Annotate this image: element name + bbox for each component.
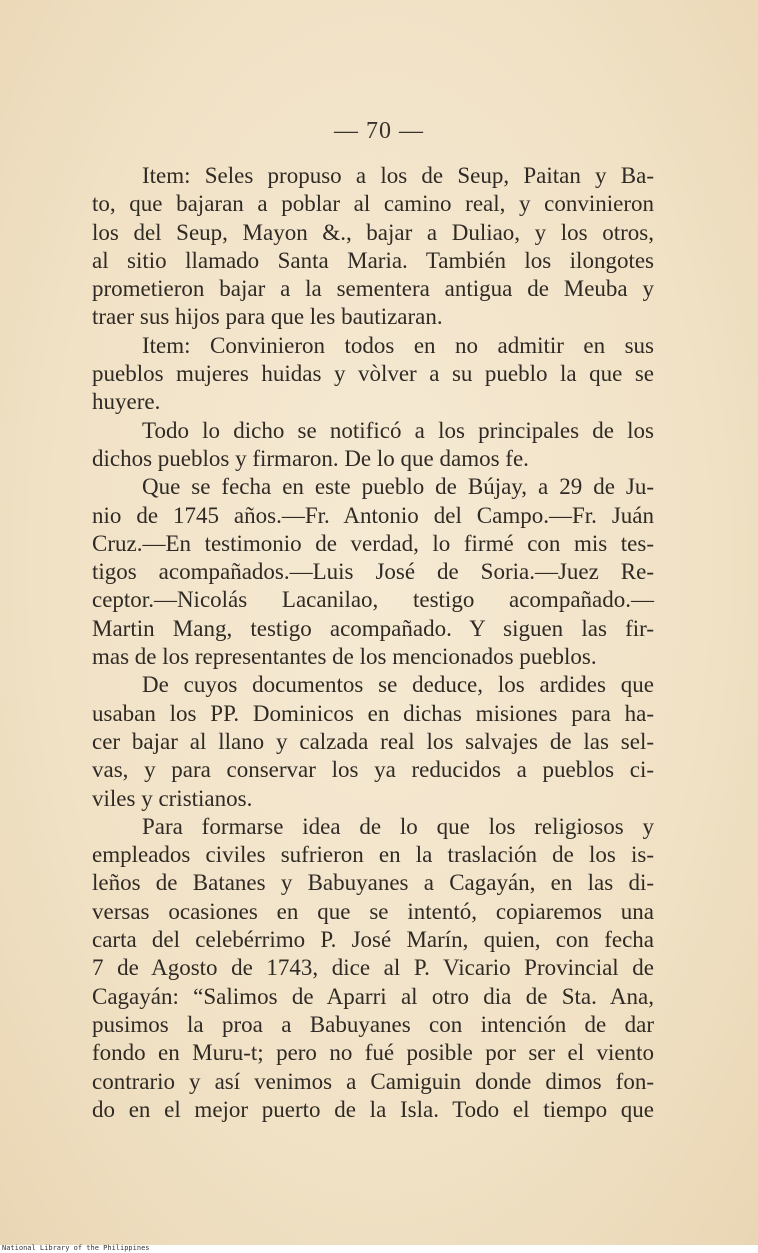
text-line: empleados civiles sufrieron en la traslación de los is- xyxy=(92,842,654,868)
text-line: De cuyos documentos se deduce, los ardides que xyxy=(142,672,654,698)
text-line: Que se fecha en este pueblo de Bújay, a 29 de Ju- xyxy=(142,474,654,500)
text-line: pueblos mujeres huidas y vòlver a su pueblo la que se xyxy=(92,361,654,387)
text-line: Item: Convinieron todos en no admitir en sus xyxy=(142,332,654,358)
text-line: dichos pueblos y firmaron. De lo que damos fe. xyxy=(92,445,529,471)
text-line: Cagayán: “Salimos de Aparri al otro dia de Sta. Ana, xyxy=(92,983,654,1009)
text-line: do en el mejor puerto de la Isla. Todo el tiempo que xyxy=(92,1096,654,1122)
text-line: nio de 1745 años.—Fr. Antonio del Campo.—Fr. Juán xyxy=(92,502,654,528)
text-line: mas de los representantes de los mencionados pueblos. xyxy=(92,644,597,670)
text-line: usaban los PP. Dominicos en dichas misiones para ha- xyxy=(92,700,654,726)
text-line: huyere. xyxy=(92,389,161,415)
text-line: pusimos la proa a Babuyanes con intención de dar xyxy=(92,1011,654,1037)
text-line: Cruz.—En testimonio de verdad, lo firmé con mis tes- xyxy=(92,530,654,556)
text-line: Martin Mang, testigo acompañado. Y siguen las fir- xyxy=(92,615,654,641)
text-line: ceptor.—Nicolás Lacanilao, testigo acompañado.— xyxy=(92,587,654,613)
text-line: Todo lo dicho se notificó a los principales de los xyxy=(142,417,654,443)
text-line: leños de Batanes y Babuyanes a Cagayán, en las di- xyxy=(92,870,654,896)
text-line: fondo en Muru-t; pero no fué posible por ser el viento xyxy=(92,1040,654,1066)
text-line: al sitio llamado Santa Maria. También los ilongotes xyxy=(92,247,654,273)
body-text xyxy=(92,162,654,1124)
footer-credit-bar xyxy=(0,1245,758,1253)
text-line: tigos acompañados.—Luis José de Soria.—Juez Re- xyxy=(92,559,654,585)
text-line: viles y cristianos. xyxy=(92,785,253,811)
footer-credit-text: National Library of the Philippines xyxy=(2,1244,150,1252)
text-line: to, que bajaran a poblar al camino real, y convinieron xyxy=(92,191,654,217)
text-line: carta del celebérrimo P. José Marín, quien, con fecha xyxy=(92,927,654,953)
text-line: vas, y para conservar los ya reducidos a pueblos ci- xyxy=(92,757,654,783)
text-line: contrario y así venimos a Camiguin donde dimos fon- xyxy=(92,1068,654,1094)
text-line: Item: Seles propuso a los de Seup, Paitan y Ba- xyxy=(142,163,654,188)
text-line: 7 de Agosto de 1743, dice al P. Vicario Provincial de xyxy=(92,955,654,981)
text-line: prometieron bajar a la sementera antigua de Meuba y xyxy=(92,276,654,302)
text-line: cer bajar al llano y calzada real los salvajes de las sel- xyxy=(92,728,654,754)
page-number: — 70 — xyxy=(334,118,424,144)
text-line: Para formarse idea de lo que los religiosos y xyxy=(142,813,654,839)
text-line: los del Seup, Mayon &., bajar a Duliao, y los otros, xyxy=(92,219,654,245)
text-line: versas ocasiones en que se intentó, copiaremos una xyxy=(92,898,654,924)
text-line: traer sus hijos para que les bautizaran. xyxy=(92,304,443,330)
